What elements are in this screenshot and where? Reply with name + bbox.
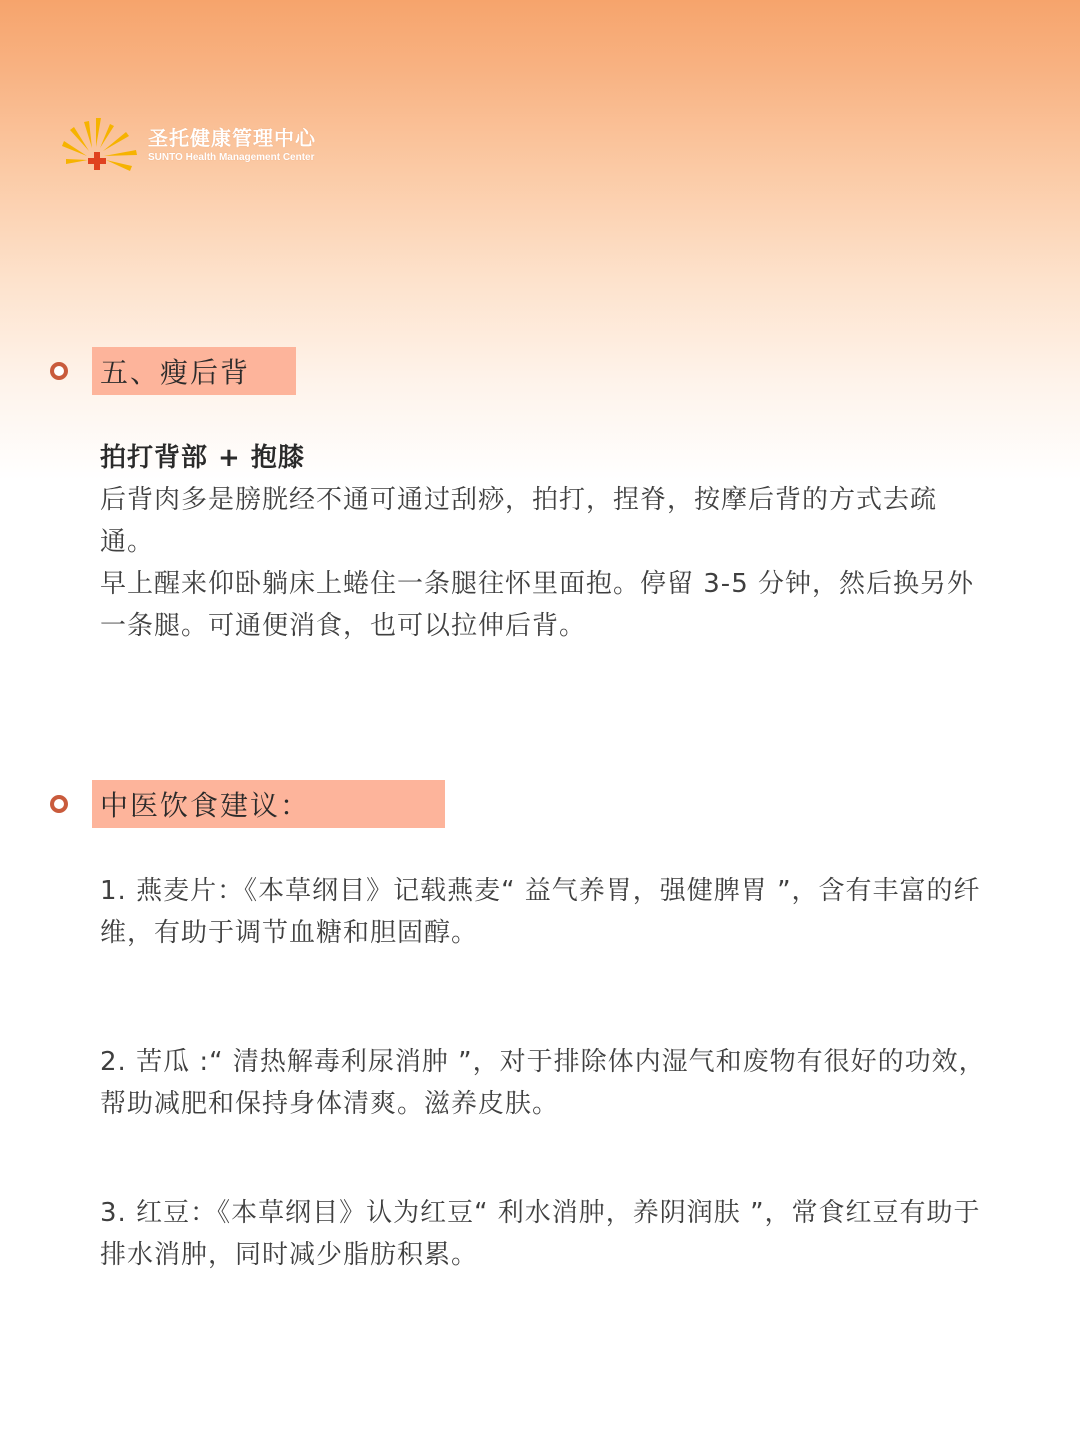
back-exercise-content [100,437,990,647]
logo-name-en: SUNTO Health Management Center [148,152,315,163]
diet-item-bitter-melon: 2. 苦瓜 :“ 清热解毒利尿消肿 ”，对于排除体内湿气和废物有很好的功效，帮助减肥和保持身体清爽。滋养皮肤。 [100,1047,986,1119]
logo-text [148,125,316,165]
circle-bullet-icon [50,795,68,813]
heading-highlight [92,780,445,828]
sun-cross-logo-icon [62,118,138,172]
logo-name-cn: 圣托健康管理中心 [148,126,316,150]
section-heading-diet [50,780,445,828]
circle-bullet-icon [50,362,68,380]
paragraph: 后背肉多是膀胱经不通可通过刮痧，拍打，捏脊，按摩后背的方式去疏通。 [100,485,938,557]
exercise-subtitle: 拍打背部 + 抱膝 [100,443,305,473]
diet-item-red-bean: 3. 红豆：《本草纲目》认为红豆“ 利水消肿，养阴润肤 ”，常食红豆有助于排水消肿，同时减少脂肪积累。 [100,1198,981,1270]
paragraph: 早上醒来仰卧躺床上蜷住一条腿往怀里面抱。停留 3-5 分钟，然后换另外一条腿。可通便消食，也可以拉伸后背。 [100,569,974,641]
section-heading-back [50,347,296,395]
section-title: 中医饮食建议： [100,789,311,822]
heading-highlight [92,347,296,395]
brand-logo [62,118,316,172]
section-title: 五、瘦后背 [100,356,251,389]
diet-item-oats: 1. 燕麦片：《本草纲目》记载燕麦“ 益气养胃，强健脾胃 ”，含有丰富的纤维，有助于调节血糖和胆固醇。 [100,876,981,948]
